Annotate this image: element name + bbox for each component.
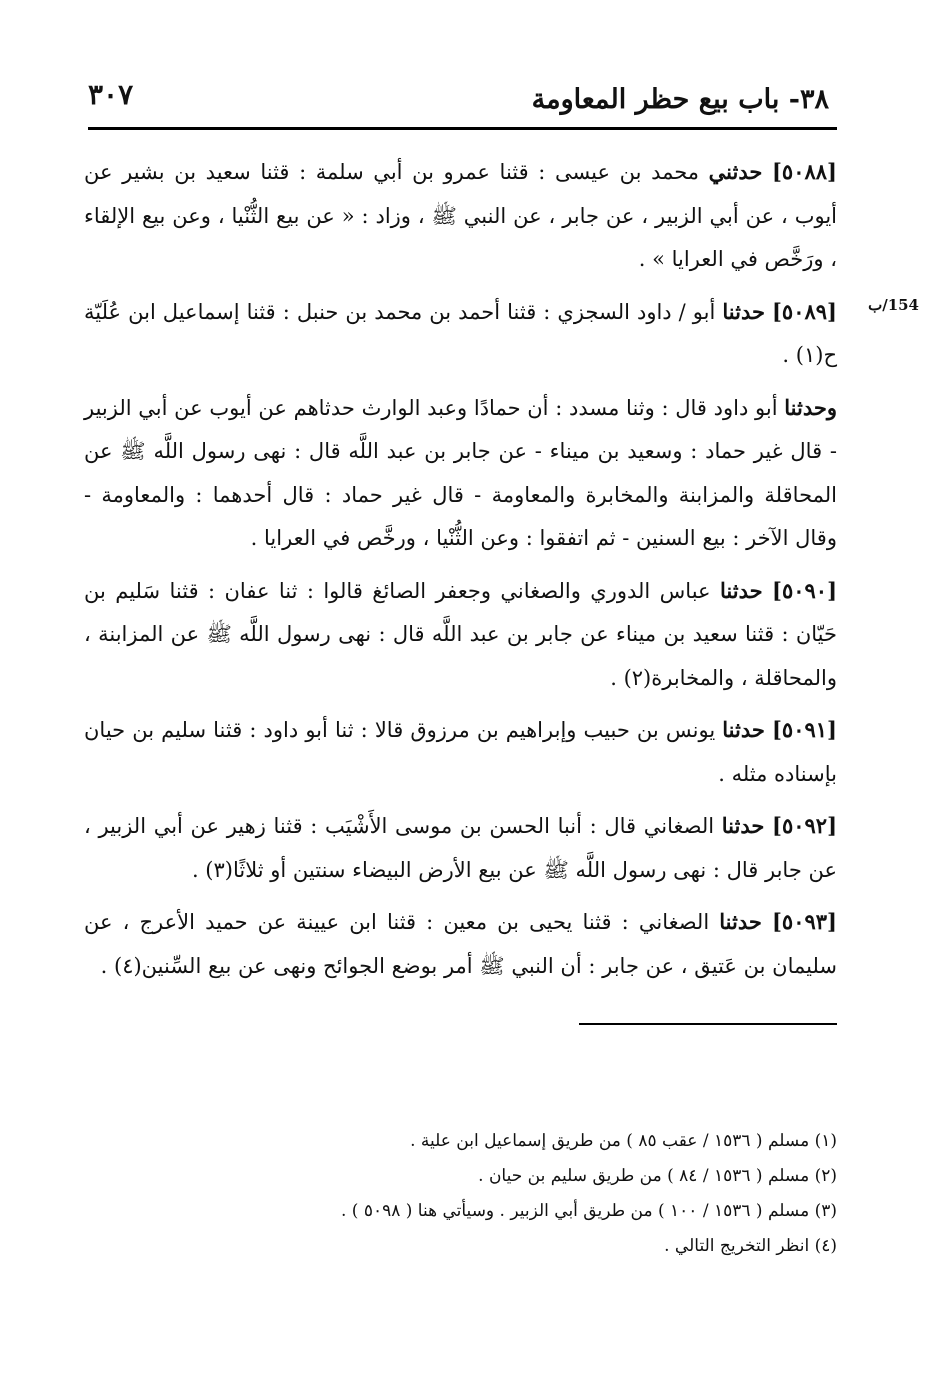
hadith-paragraph [84, 804, 837, 892]
hadith-paragraph [84, 900, 837, 988]
main-text [84, 150, 837, 996]
footnote: (٣) مسلم ( ١٥٣٦ / ١٠٠ ) من طريق أبي الزبير . وسيأتي هنا ( ٥٠٩٨ ) . [340, 1201, 837, 1221]
hadith-number: [٥٠٨٩] [771, 298, 837, 324]
hadith-text: الصغاني قال : أنبا الحسن بن موسى الأَشْيَب : قثنا زهير عن أبي الزبير ، عن جابر قال : نهى رسول اللَّه ﷺ عن بيع الأرض البيضاء سنتين أو ثلاثًا(٣) . [84, 814, 837, 882]
footnote-separator [579, 1023, 837, 1025]
manuscript-folio-note: 154/ب [868, 296, 919, 314]
hadith-paragraph [84, 569, 837, 701]
hadith-lead: وحدثنا [784, 394, 837, 420]
hadith-text: يونس بن حبيب وإبراهيم بن مرزوق قالا : ثنا أبو داود : قثنا سليم بن حيان بإسناده مثله . [84, 718, 837, 786]
hadith-lead: حدثنا [722, 717, 765, 742]
hadith-text: أبو / داود السجزي : قثنا أحمد بن محمد بن حنبل : قثنا إسماعيل ابن عُلَيّة ح(١) . [84, 299, 837, 367]
footnotes [200, 1124, 837, 1264]
hadith-lead: حدثنا [722, 298, 765, 324]
hadith-number: [٥٠٩٣] [771, 909, 837, 934]
hadith-text: عباس الدوري والصغاني وجعفر الصائغ قالوا : ثنا عفان : قثنا سَليم بن حَيّان : قثنا سعيد بن ميناء عن جابر بن عبد اللَّه قال : نهى رسول اللَّه ﷺ عن المزابنة ، والمحاقلة ، والمخابرة(٢) . [84, 578, 837, 690]
hadith-lead: حدثني [708, 159, 763, 184]
hadith-number: [٥٠٩٠] [772, 577, 838, 603]
hadith-text: أبو داود قال : وثنا مسدد : أن حمادًا وعبد الوارث حدثاهم عن أيوب عن أبي الزبير - قال غير حماد : وسعيد بن ميناء - عن جابر بن عبد اللَّه قال : نهى رسول اللَّه ﷺ عن المحاقلة والمزابنة والمخابرة والمعاومة - قال غير حماد : قال أحدهما : والمعاومة - وقال الآخر : بيع السنين - ثم اتفقوا : وعن الثُّنْيا ، ورخَّص في العرايا . [84, 395, 837, 550]
hadith-number: [٥٠٩١] [771, 717, 837, 742]
hadith-paragraph [84, 386, 837, 561]
footnote: (٤) انظر التخريج التالي . [664, 1236, 837, 1256]
footnote: (١) مسلم ( ١٥٣٦ / عقب ٨٥ ) من طريق إسماعيل ابن علية . [410, 1131, 837, 1151]
running-header [88, 78, 829, 128]
hadith-paragraph [84, 708, 837, 796]
chapter-title: ٣٨- باب بيع حظر المعاومة [531, 84, 829, 115]
hadith-text: محمد بن عيسى : قثنا عمرو بن أبي سلمة : قثنا سعيد بن بشير عن أيوب ، عن أبي الزبير ، عن جابر ، عن النبي ﷺ ، وزاد : « عن بيع الثُّنْيا ، وعن بيع الإلقاء ، ورَخَّص في العرايا » . [84, 160, 837, 271]
hadith-text: الصغاني : قثنا يحيى بن معين : قثنا ابن عيينة عن حميد الأعرج ، عن سليمان بن عَتيق ، عن جابر : أن النبي ﷺ أمر بوضع الجوائح ونهى عن بيع السِّنين(٤) . [84, 910, 837, 978]
hadith-paragraph [84, 290, 837, 378]
hadith-number: [٥٠٨٨] [771, 159, 837, 184]
hadith-paragraph [84, 150, 837, 282]
footnote: (٢) مسلم ( ١٥٣٦ / ٨٤ ) من طريق سليم بن حيان . [478, 1166, 837, 1186]
hadith-lead: حدثنا [719, 909, 762, 934]
header-rule [88, 127, 837, 130]
page-number: ٣٠٧ [88, 78, 134, 111]
hadith-number: [٥٠٩٢] [772, 813, 837, 838]
hadith-lead: حدثنا [721, 813, 765, 838]
hadith-lead: حدثنا [720, 577, 763, 603]
